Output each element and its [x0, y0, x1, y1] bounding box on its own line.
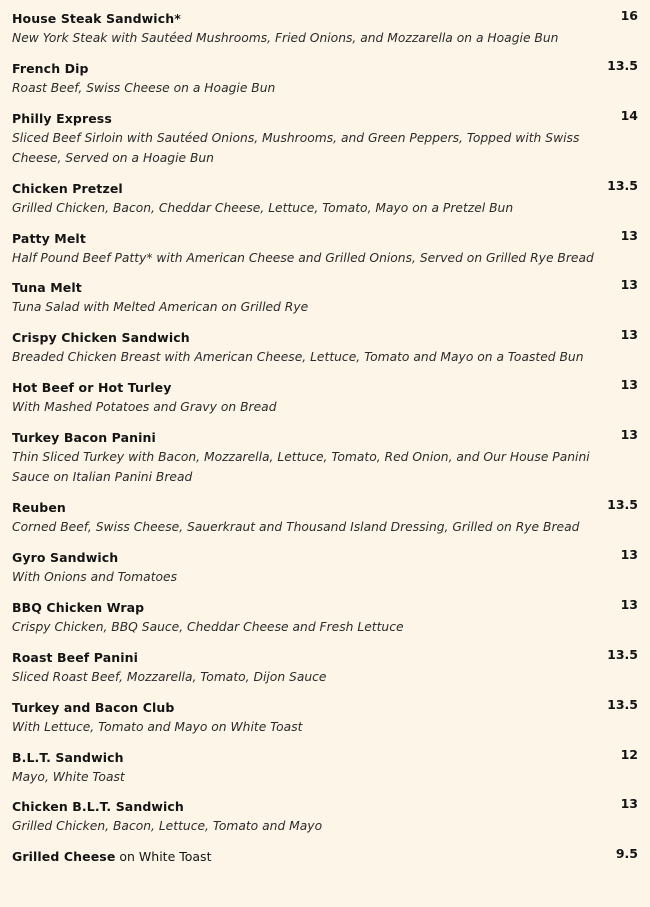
menu-item — [12, 796, 638, 837]
menu-item — [12, 327, 638, 368]
menu-item-name: Chicken Pretzel — [12, 180, 123, 196]
menu-item-header — [12, 427, 638, 446]
menu-item-price: 13 — [620, 796, 638, 812]
menu-item-name: Grilled Cheese — [12, 849, 116, 865]
menu-item-description: Crispy Chicken, BBQ Sauce, Cheddar Cheese and Fresh Lettuce — [12, 619, 404, 634]
menu-item-price: 13 — [620, 546, 638, 562]
menu-item-header — [12, 796, 638, 815]
menu-item-description: Breaded Chicken Breast with American Cheese, Lettuce, Tomato and Mayo on a Toasted Bun — [12, 350, 584, 365]
menu-item-name: Patty Melt — [12, 230, 86, 246]
menu-item-header — [12, 597, 638, 616]
menu-item — [12, 228, 638, 269]
menu-item-header — [12, 8, 638, 27]
menu-item-description: Half Pound Beef Patty* with American Cheese and Grilled Onions, Served on Grilled Rye Bread — [12, 250, 594, 265]
menu-item-price: 13 — [620, 327, 638, 343]
menu-item-description: With Mashed Potatoes and Gravy on Bread — [12, 400, 277, 415]
menu-item-name: Crispy Chicken Sandwich — [12, 330, 190, 346]
menu-item-price: 13 — [620, 377, 638, 393]
menu-item-description: Thin Sliced Turkey with Bacon, Mozzarella, Lettuce, Tomato, Red Onion, and Our House Panini Sauce on Italian Panini Bread — [12, 450, 590, 485]
menu-item — [12, 277, 638, 318]
menu-item-name: Chicken B.L.T. Sandwich — [12, 799, 184, 815]
menu-item-header — [12, 377, 638, 396]
menu-item-header — [12, 647, 638, 666]
menu-item-name: Philly Express — [12, 110, 112, 126]
menu-item — [12, 0, 638, 49]
menu-item-description: With Onions and Tomatoes — [12, 569, 178, 584]
menu-item-header — [12, 747, 638, 766]
menu-item-price: 13 — [620, 596, 638, 612]
menu-item-description: Mayo, White Toast — [12, 769, 125, 784]
menu-item — [12, 497, 638, 538]
menu-item-header — [12, 497, 638, 516]
menu-item-price: 16 — [620, 8, 638, 23]
menu-item-name: French Dip — [12, 60, 89, 76]
menu-item — [12, 597, 638, 638]
menu-item — [12, 647, 638, 688]
menu-item-description: Tuna Salad with Melted American on Grilled Rye — [12, 300, 309, 315]
menu-item-name-suffix: on White Toast — [115, 849, 212, 865]
menu-item-name: House Steak Sandwich* — [12, 11, 181, 26]
menu-item-header — [12, 228, 638, 247]
menu-item — [12, 58, 638, 99]
menu-item-header — [12, 547, 638, 566]
menu-item — [12, 108, 638, 169]
menu-item-header — [12, 277, 638, 296]
menu-item-name: Gyro Sandwich — [12, 549, 119, 565]
menu-item-header — [12, 846, 638, 865]
menu-item — [12, 377, 638, 418]
menu-item-price: 12 — [620, 746, 638, 762]
menu-item-header — [12, 58, 638, 77]
menu-item-price: 13.5 — [607, 57, 638, 73]
menu-item — [12, 547, 638, 588]
menu-item-header — [12, 697, 638, 716]
menu-item-header — [12, 178, 638, 197]
menu-item-description: Sliced Roast Beef, Mozzarella, Tomato, Dijon Sauce — [12, 669, 327, 684]
menu-item-name: Reuben — [12, 499, 66, 515]
menu-item-name: Turkey Bacon Panini — [12, 430, 156, 446]
menu-item — [12, 846, 638, 865]
menu-item-header — [12, 108, 638, 127]
menu-item-name: Hot Beef or Hot Turley — [12, 380, 172, 396]
menu-item-price: 13.5 — [607, 496, 638, 512]
menu-item-price: 14 — [620, 107, 638, 123]
menu-item-description: With Lettuce, Tomato and Mayo on White Toast — [12, 719, 303, 734]
menu-item — [12, 697, 638, 738]
menu-item-name: Turkey and Bacon Club — [12, 699, 175, 715]
menu-item — [12, 427, 638, 488]
menu-item-description: New York Steak with Sautéed Mushrooms, Fried Onions, and Mozzarella on a Hoagie Bun — [12, 31, 559, 45]
menu-item-price: 13 — [620, 227, 638, 243]
menu-item-price: 13.5 — [607, 696, 638, 712]
menu-item-price: 13.5 — [607, 646, 638, 662]
menu-item-price: 13 — [620, 277, 638, 293]
menu-item-description: Grilled Chicken, Bacon, Lettuce, Tomato and Mayo — [12, 819, 323, 834]
menu-item-price: 13.5 — [607, 177, 638, 193]
menu-item-description: Grilled Chicken, Bacon, Cheddar Cheese, Lettuce, Tomato, Mayo on a Pretzel Bun — [12, 200, 514, 215]
menu-item-price: 9.5 — [615, 846, 638, 862]
menu-item — [12, 747, 638, 788]
menu-item — [12, 178, 638, 219]
menu-item-header — [12, 327, 638, 346]
menu-item-price: 13 — [620, 427, 638, 443]
menu-item-name: BBQ Chicken Wrap — [12, 599, 145, 615]
menu-item-name: B.L.T. Sandwich — [12, 749, 124, 765]
menu-item-name: Tuna Melt — [12, 280, 82, 296]
menu-item-description: Corned Beef, Swiss Cheese, Sauerkraut and Thousand Island Dressing, Grilled on Rye Bread — [12, 519, 580, 534]
menu-item-description: Roast Beef, Swiss Cheese on a Hoagie Bun — [12, 80, 276, 95]
menu-item-description: Sliced Beef Sirloin with Sautéed Onions, Mushrooms, and Green Peppers, Topped with Swiss Cheese, Served on a Hoagie Bun — [12, 130, 580, 165]
menu-item-name: Roast Beef Panini — [12, 649, 139, 665]
